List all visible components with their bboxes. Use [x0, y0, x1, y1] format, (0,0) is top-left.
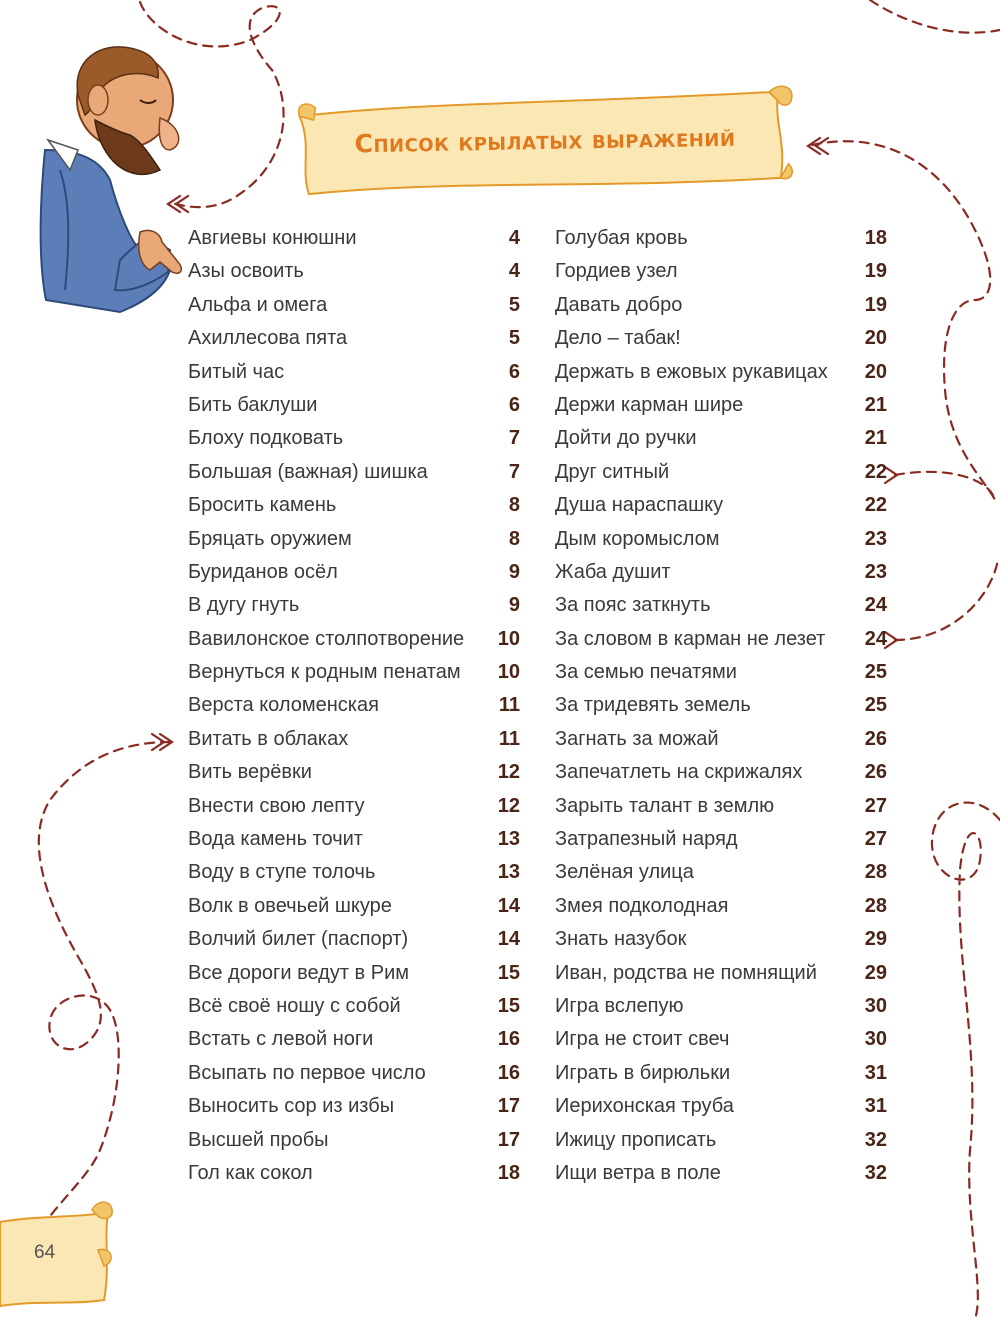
index-entry: [188, 1157, 520, 1190]
entry-page-number: 15: [497, 994, 520, 1017]
index-entry: [555, 1124, 887, 1157]
entry-page-number: 7: [508, 427, 520, 450]
entry-phrase: Голубая кровь: [555, 227, 688, 249]
entry-phrase: Дым коромыслом: [555, 527, 720, 550]
dashed-path-top-right: [870, 0, 1000, 33]
entry-page-number: 14: [497, 894, 520, 917]
index-entry: [188, 489, 520, 522]
entry-phrase: Иерихонская труба: [555, 1095, 734, 1118]
index-entry: [555, 456, 887, 489]
entry-phrase: Бряцать оружием: [188, 527, 352, 550]
index-entry: [188, 723, 520, 756]
index-entry: [555, 957, 887, 990]
entry-phrase: Бросить камень: [188, 494, 337, 517]
entry-page-number: 9: [508, 560, 520, 583]
index-entry: [555, 623, 887, 656]
index-entry: [188, 689, 520, 722]
entry-phrase: Дойти до ручки: [555, 427, 697, 450]
index-entry: [188, 990, 520, 1023]
entry-page-number: 8: [508, 494, 520, 517]
entry-page-number: 30: [864, 994, 887, 1017]
index-entry: [188, 422, 520, 455]
entry-phrase: Змея подколодная: [555, 894, 729, 917]
entry-page-number: 24: [864, 627, 887, 650]
entry-phrase: Запечатлеть на скрижалях: [555, 761, 803, 784]
entry-page-number: 27: [864, 794, 887, 817]
index-entry: [555, 489, 887, 522]
entry-phrase: Всыпать по первое число: [188, 1061, 426, 1084]
entry-phrase: Ахиллесова пята: [188, 327, 348, 350]
entry-phrase: Выносить сор из избы: [188, 1095, 395, 1118]
entry-phrase: За тридевять земель: [555, 694, 751, 717]
index-entry: [555, 389, 887, 422]
entry-page-number: 27: [864, 828, 887, 851]
page-number: 64: [34, 1242, 56, 1263]
entry-page-number: 20: [864, 360, 887, 383]
index-entry: [555, 523, 887, 556]
index-entry: [188, 322, 520, 355]
index-entry: [188, 957, 520, 990]
index-entry: [188, 1057, 520, 1090]
entry-page-number: 16: [497, 1061, 520, 1084]
entry-page-number: 23: [864, 527, 887, 550]
entry-page-number: 4: [508, 260, 520, 283]
index-entry: [555, 689, 887, 722]
entry-phrase: Знать назубок: [555, 928, 687, 951]
entry-phrase: За семью печатями: [555, 661, 737, 684]
entry-page-number: 5: [508, 293, 520, 316]
index-entry: [555, 1057, 887, 1090]
entry-phrase: Альфа и омега: [188, 293, 328, 316]
entry-page-number: 7: [508, 460, 520, 483]
index-entry: [188, 623, 520, 656]
entry-phrase: Вода камень точит: [188, 828, 363, 851]
index-entry: [188, 1090, 520, 1123]
entry-page-number: 20: [864, 327, 887, 350]
entry-phrase: Играть в бирюльки: [555, 1061, 731, 1084]
index-entry: [188, 890, 520, 923]
index-entry: [188, 356, 520, 389]
index-entry: [188, 790, 520, 823]
entry-page-number: 4: [508, 227, 520, 249]
entry-phrase: Ищи ветра в поле: [555, 1161, 721, 1184]
index-entry: [188, 756, 520, 789]
entry-page-number: 23: [864, 560, 887, 583]
entry-phrase: Зарыть талант в землю: [555, 794, 775, 817]
index-entry: [555, 923, 887, 956]
index-entry: [555, 356, 887, 389]
entry-phrase: Игра вслепую: [555, 994, 684, 1017]
entry-phrase: Загнать за можай: [555, 727, 719, 750]
entry-page-number: 19: [864, 260, 887, 283]
entry-phrase: Зелёная улица: [555, 861, 694, 884]
entry-page-number: 19: [864, 293, 887, 316]
index-entry: [188, 523, 520, 556]
entry-page-number: 12: [497, 761, 520, 784]
entry-phrase: Волчий билет (паспорт): [188, 928, 409, 951]
entry-page-number: 13: [497, 828, 520, 851]
entry-page-number: 15: [497, 961, 520, 984]
index-entry: [555, 723, 887, 756]
entry-page-number: 9: [508, 594, 520, 617]
index-entry: [188, 289, 520, 322]
index-entry: [188, 856, 520, 889]
index-column-right: [555, 222, 887, 1190]
entry-page-number: 25: [864, 694, 887, 717]
index-entry: [555, 990, 887, 1023]
entry-phrase: Буриданов осёл: [188, 560, 338, 583]
index-entry: [188, 556, 520, 589]
entry-phrase: Затрапезный наряд: [555, 828, 738, 851]
entry-page-number: 17: [497, 1095, 520, 1118]
entry-phrase: Держать в ежовых рукавицах: [555, 360, 828, 383]
entry-page-number: 25: [864, 661, 887, 684]
entry-page-number: 17: [497, 1128, 520, 1151]
index-entry: [555, 656, 887, 689]
index-entry: [555, 255, 887, 288]
dashed-path-right-mid: [895, 560, 998, 640]
entry-phrase: Игра не стоит свеч: [555, 1028, 730, 1051]
entry-phrase: Гол как сокол: [188, 1161, 313, 1184]
entry-phrase: Держи карман шире: [555, 393, 744, 416]
entry-phrase: Вернуться к родным пенатам: [188, 661, 461, 684]
index-entry: [555, 790, 887, 823]
index-entry: [555, 289, 887, 322]
entry-page-number: 18: [497, 1161, 520, 1184]
entry-phrase: Гордиев узел: [555, 260, 678, 283]
entry-phrase: Встать с левой ноги: [188, 1028, 374, 1051]
entry-page-number: 16: [497, 1028, 520, 1051]
entry-phrase: Жаба душит: [555, 560, 671, 583]
entry-phrase: Все дороги ведут в Рим: [188, 961, 409, 984]
parchment-scroll-bottom-left: [0, 1202, 112, 1306]
index-entry: [555, 589, 887, 622]
entry-phrase: Вавилонское столпотворение: [188, 627, 465, 650]
entry-page-number: 11: [498, 727, 520, 750]
index-entry: [188, 389, 520, 422]
entry-page-number: 26: [864, 727, 887, 750]
entry-phrase: Авгиевы конюшни: [188, 227, 357, 249]
arrow-head-banner: [808, 138, 828, 154]
entry-page-number: 21: [864, 393, 887, 416]
entry-phrase: Воду в ступе толочь: [188, 861, 376, 884]
index-entry: [188, 656, 520, 689]
entry-phrase: Витать в облаках: [188, 727, 349, 750]
entry-page-number: 11: [498, 694, 520, 717]
index-entry: [555, 222, 887, 255]
index-entry: [555, 756, 887, 789]
entry-page-number: 6: [508, 393, 520, 416]
entry-page-number: 8: [508, 527, 520, 550]
index-entry: [555, 322, 887, 355]
entry-page-number: 30: [864, 1028, 887, 1051]
entry-phrase: Вить верёвки: [188, 761, 312, 784]
index-entry: [188, 923, 520, 956]
entry-phrase: Давать добро: [555, 293, 683, 316]
entry-phrase: Блоху подковать: [188, 427, 344, 450]
index-column-left: [188, 222, 520, 1190]
index-entry: [188, 823, 520, 856]
dashed-path-bottom-right: [932, 803, 1000, 1319]
entry-phrase: Большая (важная) шишка: [188, 460, 428, 483]
entry-phrase: Дело – табак!: [555, 327, 681, 350]
entry-page-number: 29: [864, 961, 887, 984]
index-entry: [555, 422, 887, 455]
entry-page-number: 6: [508, 360, 520, 383]
entry-page-number: 13: [497, 861, 520, 884]
entry-page-number: 18: [864, 227, 887, 249]
index-entry: [188, 222, 520, 255]
entry-page-number: 24: [864, 594, 887, 617]
entry-page-number: 31: [864, 1061, 887, 1084]
index-entry: [188, 589, 520, 622]
page-title: Список крылатых выражений: [354, 122, 736, 158]
entry-page-number: 22: [864, 494, 887, 517]
dashed-path-left: [39, 742, 170, 1230]
index-entry: [555, 856, 887, 889]
entry-page-number: 21: [864, 427, 887, 450]
entry-phrase: Высшей пробы: [188, 1128, 329, 1151]
entry-phrase: Верста коломенская: [188, 694, 379, 717]
index-entry: [555, 890, 887, 923]
index-entry: [555, 556, 887, 589]
entry-page-number: 14: [497, 928, 520, 951]
entry-page-number: 32: [864, 1161, 887, 1184]
entry-page-number: 10: [497, 661, 520, 684]
index-entry: [188, 456, 520, 489]
entry-page-number: 29: [864, 928, 887, 951]
entry-page-number: 26: [864, 761, 887, 784]
index-entry: [555, 1157, 887, 1190]
index-entry: [188, 1023, 520, 1056]
bearded-man-pointing-icon: [41, 47, 182, 312]
entry-page-number: 12: [497, 794, 520, 817]
entry-phrase: Ижицу прописать: [555, 1128, 717, 1151]
entry-page-number: 10: [497, 627, 520, 650]
entry-page-number: 22: [864, 460, 887, 483]
entry-page-number: 28: [864, 861, 887, 884]
entry-phrase: Бить баклуши: [188, 393, 318, 416]
entry-phrase: Внести свою лепту: [188, 794, 365, 817]
entry-page-number: 32: [864, 1128, 887, 1151]
entry-phrase: Душа нараспашку: [555, 494, 724, 517]
entry-phrase: В дугу гнуть: [188, 594, 300, 617]
entry-phrase: Волк в овечьей шкуре: [188, 894, 392, 917]
entry-phrase: Иван, родства не помнящий: [555, 961, 817, 984]
entry-phrase: За словом в карман не лезет: [555, 627, 826, 650]
entry-page-number: 28: [864, 894, 887, 917]
entry-phrase: Всё своё ношу с собой: [188, 994, 401, 1017]
entry-phrase: Друг ситный: [555, 460, 670, 483]
index-entry: [188, 255, 520, 288]
index-entry: [555, 1023, 887, 1056]
entry-phrase: За пояс заткнуть: [555, 594, 711, 617]
index-entry: [188, 1124, 520, 1157]
entry-page-number: 5: [508, 327, 520, 350]
entry-page-number: 31: [864, 1095, 887, 1118]
entry-phrase: Азы освоить: [188, 260, 304, 283]
index-entry: [555, 1090, 887, 1123]
index-entry: [555, 823, 887, 856]
entry-phrase: Битый час: [188, 360, 285, 383]
